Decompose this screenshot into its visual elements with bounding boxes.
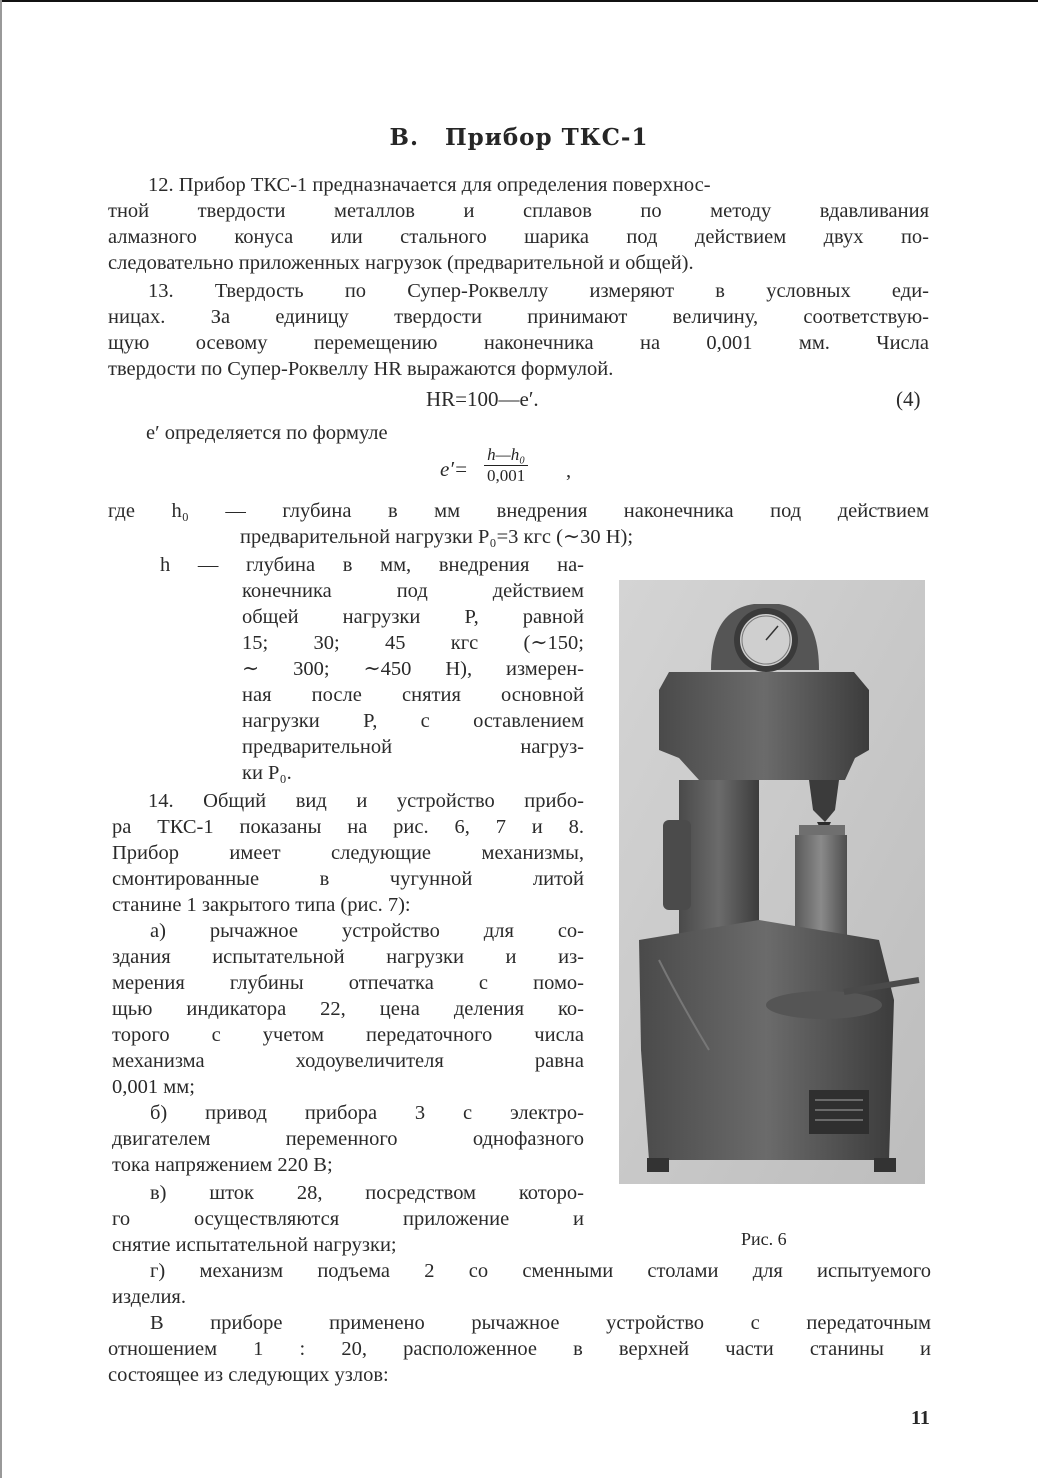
p13-line-3: щую осевому перемещению наконечника на 0,001 мм. Числа	[108, 332, 929, 354]
item-v-line-1: в) шток 28, посредством которо-	[150, 1182, 584, 1204]
where-h-line-2: конечника под действием	[242, 580, 584, 602]
item-b-line-2: двигателем переменного однофазного	[112, 1128, 584, 1150]
item-g-line-1: г) механизм подъема 2 со сменными столами для испытуемого	[150, 1260, 931, 1282]
item-b-line-1: б) привод прибора 3 с электро-	[150, 1102, 584, 1124]
formula-e-tail: ,	[566, 460, 572, 482]
p12-line-1: 12. Прибор ТКС-1 предназначается для определения поверхнос-	[148, 174, 711, 196]
figure-hardness-tester-photo	[619, 580, 925, 1184]
p14-line-3: Прибор имеет следующие механизмы,	[112, 842, 584, 864]
item-a-line-3: мерения глубины отпечатка с помо-	[112, 972, 584, 994]
p13-line-1: 13. Твердость по Супер-Роквеллу измеряют в условных еди-	[148, 280, 929, 302]
item-a-line-4: щью индикатора 22, цена деления ко-	[112, 998, 584, 1020]
p14-line-1: 14. Общий вид и устройство прибо-	[148, 790, 584, 812]
fraction-numerator: h—h₀	[484, 445, 528, 466]
section-heading: В. Прибор ТКС-1	[389, 124, 649, 151]
last-para-line-3: состоящее из следующих узлов:	[108, 1364, 389, 1386]
p13-line-2: ницах. За единицу твердости принимают величину, соответствую-	[108, 306, 929, 328]
e-defined-line: e′ определяется по формуле	[146, 422, 388, 444]
item-a-line-7: 0,001 мм;	[112, 1076, 195, 1098]
formula-number: (4)	[896, 387, 921, 411]
formula-hr: HR=100—e′.	[426, 387, 539, 411]
item-v-line-3: снятие испытательной нагрузки;	[112, 1234, 397, 1256]
p12-line-4: следовательно приложенных нагрузок (предварительной и общей).	[108, 252, 694, 274]
fraction-denominator: 0,001	[487, 466, 526, 485]
last-para-line-2: отношением 1 : 20, расположенное в верхней части станины и	[108, 1338, 931, 1360]
formula-e-fraction	[484, 445, 528, 486]
where-h-line-4: 15; 30; 45 кгс (∼150;	[242, 632, 584, 654]
p14-line-5: станине 1 закрытого типа (рис. 7):	[112, 894, 411, 916]
item-a-line-1: а) рычажное устройство для со-	[150, 920, 584, 942]
p13-line-4: твердости по Супер-Роквеллу HR выражаются формулой.	[108, 358, 614, 380]
where-h-line-1: h — глубина в мм, внедрения на-	[160, 554, 584, 576]
where-h-line-5: ∼ 300; ∼450 Н), измерен-	[242, 658, 584, 680]
where-h0-line-1: где h₀ — глубина в мм внедрения наконечника под действием	[108, 500, 929, 522]
figure-caption: Рис. 6	[741, 1229, 787, 1249]
item-a-line-5: торого с учетом передаточного числа	[112, 1024, 584, 1046]
item-a-line-6: механизма ходоувеличителя равна	[112, 1050, 584, 1072]
item-b-line-3: тока напряжением 220 В;	[112, 1154, 333, 1176]
last-para-line-1: В приборе применено рычажное устройство с передаточным	[150, 1312, 931, 1334]
where-h0-line-2: предварительной нагрузки P₀=3 кгс (∼30 Н);	[240, 526, 634, 548]
page-number: 11	[911, 1407, 930, 1429]
where-h-line-3: общей нагрузки P, равной	[242, 606, 584, 628]
where-h-line-7: нагрузки P, с оставлением	[242, 710, 584, 732]
formula-e-lhs: e′=	[440, 457, 469, 481]
where-h-line-6: ная после снятия основной	[242, 684, 584, 706]
item-g-line-2: изделия.	[112, 1286, 186, 1308]
p12-line-2: тной твердости металлов и сплавов по методу вдавливания	[108, 200, 929, 222]
p14-line-4: смонтированные в чугунной литой	[112, 868, 584, 890]
p14-line-2: ра ТКС-1 показаны на рис. 6, 7 и 8.	[112, 816, 584, 838]
item-v-line-2: го осуществляются приложение и	[112, 1208, 584, 1230]
item-a-line-2: здания испытательной нагрузки и из-	[112, 946, 584, 968]
page-left-edge	[0, 0, 2, 1478]
where-h-line-8: предварительной нагруз-	[242, 736, 584, 758]
where-h-line-9: ки P₀.	[242, 762, 292, 784]
p12-line-3: алмазного конуса или стального шарика под действием двух по-	[108, 226, 929, 248]
page-top-edge	[0, 0, 1038, 2]
